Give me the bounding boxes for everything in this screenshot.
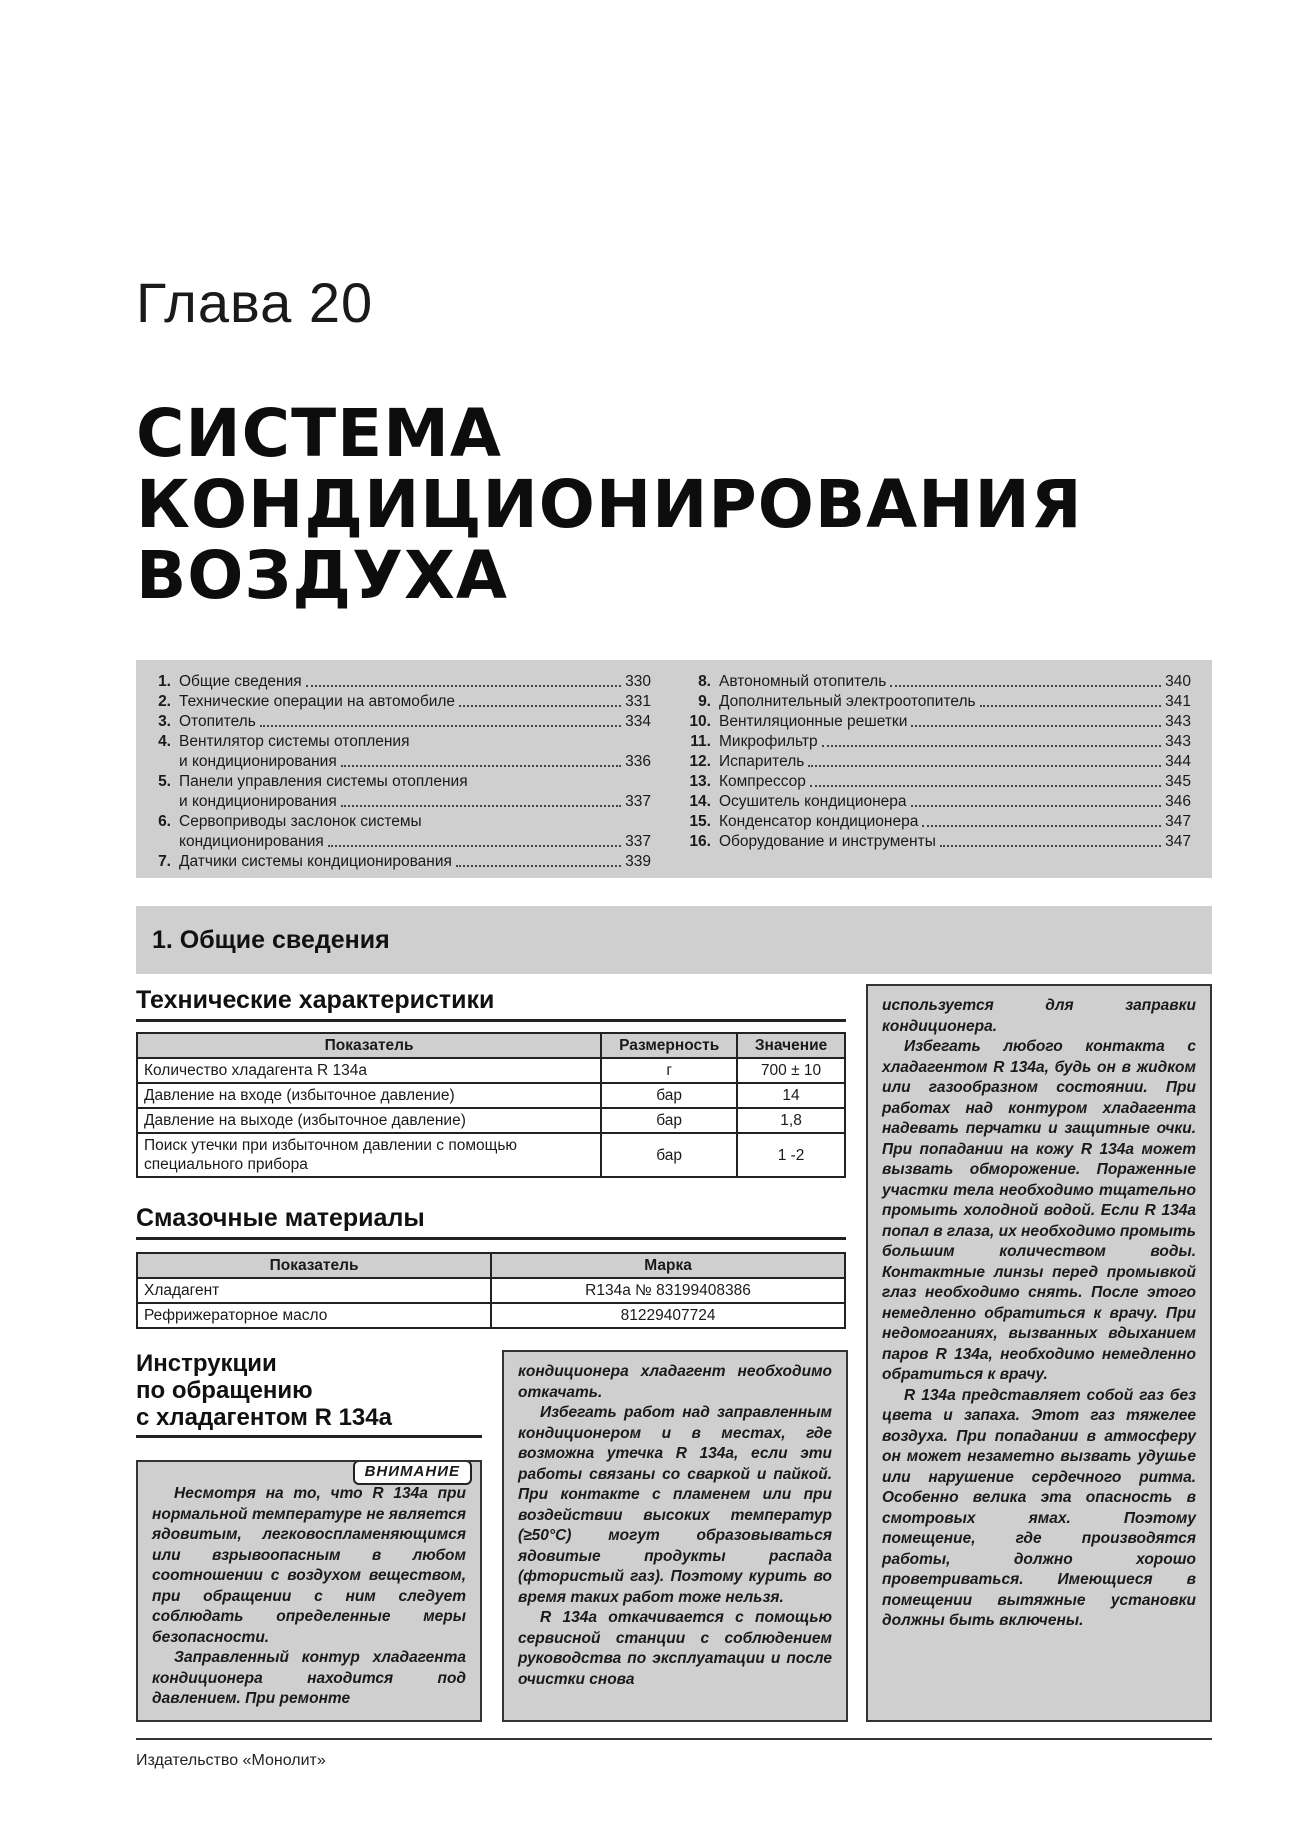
toc-item <box>686 752 1191 772</box>
toc-title: Оборудование и инструменты <box>719 833 936 850</box>
toc-title: Микрофильтр <box>719 733 818 750</box>
instructions-heading-line: по обращению <box>136 1377 313 1404</box>
toc-page: 340 <box>1165 673 1191 690</box>
warning-badge: ВНИМАНИЕ <box>353 1460 472 1485</box>
table-cell: 1 -2 <box>737 1133 845 1177</box>
table-row <box>137 1058 845 1083</box>
toc-title: Испаритель <box>719 753 805 770</box>
lubricants-header: Показатель <box>137 1253 491 1278</box>
toc-title: Дополнительный электроотопитель <box>719 693 976 710</box>
chapter-title-line: СИСТЕМА <box>136 395 502 472</box>
table-cell: г <box>601 1058 737 1083</box>
toc-item <box>146 712 651 732</box>
warning-paragraph: Заправленный контур хладагента кондиционера находится под давлением. При ремонте <box>152 1649 466 1707</box>
table-of-contents <box>136 660 1212 878</box>
instructions-paragraph: R 134a представляет собой газ без цвета и запаха. Этот газ тяжелее воздуха. При попадании в атмосферу он может незаметно вызвать удушье или нарушение сердечного ритма. Особенно велика эта опасность в смотровых ямах. Поэтому помещение, где производятся работы, должно хорошо проветриваться. Имеющиеся в помещении вытяжные установки должны быть включены. <box>882 1386 1196 1629</box>
toc-number: 6. <box>158 813 171 830</box>
toc-number: 3. <box>158 713 171 730</box>
specs-header: Значение <box>737 1033 845 1058</box>
section-header <box>136 906 1212 974</box>
lubricants-table <box>136 1252 846 1329</box>
toc-page: 343 <box>1165 733 1191 750</box>
warning-paragraph: Несмотря на то, что R 134a при нормальной температуре не является ядовитым, легковоспламеняющимся или взрывоопасным в любом соотношении с воздухом веществом, при обращении с ним следует соблюдать определенные меры безопасности. <box>152 1485 466 1646</box>
toc-title: Панели управления системы отопления <box>179 773 468 790</box>
lubricants-heading: Смазочные материалы <box>136 1204 846 1240</box>
table-cell: 1,8 <box>737 1108 845 1133</box>
toc-item <box>686 732 1191 752</box>
toc-page: 339 <box>625 853 651 870</box>
toc-number: 12. <box>689 753 711 770</box>
toc-title: Вентилятор системы отопления <box>179 733 410 750</box>
instructions-paragraph: Избегать работ над заправленным кондиционером и в местах, где возможна утечка R 134a, если эти работы связаны со сваркой и пайкой. При контакте с пламенем или при воздействии высоких температур (≥50°С) могут образовываться ядовитые продукты распада (фтористый газ). Поэтому курить во время таких работ тоже нельзя. <box>518 1404 832 1606</box>
toc-item <box>146 672 651 692</box>
instructions-column-2 <box>502 1350 848 1722</box>
table-cell: 700 ± 10 <box>737 1058 845 1083</box>
table-cell: Хладагент <box>137 1278 491 1303</box>
specs-header: Размерность <box>601 1033 737 1058</box>
toc-number: 13. <box>689 773 711 790</box>
toc-page: 344 <box>1165 753 1191 770</box>
toc-number: 16. <box>689 833 711 850</box>
toc-page: 347 <box>1165 833 1191 850</box>
chapter-title-line: КОНДИЦИОНИРОВАНИЯ <box>136 466 1083 543</box>
toc-item <box>146 812 651 852</box>
toc-number: 11. <box>690 733 711 750</box>
table-cell: 14 <box>737 1083 845 1108</box>
specs-heading: Технические характеристики <box>136 986 846 1022</box>
instructions-heading-line: Инструкции <box>136 1350 277 1377</box>
toc-item <box>146 692 651 712</box>
toc-number: 7. <box>158 853 171 870</box>
toc-title: Технические операции на автомобиле <box>179 693 456 710</box>
toc-title: Сервоприводы заслонок системы <box>179 813 422 830</box>
table-cell: 81229407724 <box>491 1303 845 1328</box>
toc-number: 9. <box>698 693 711 710</box>
toc-item <box>686 812 1191 832</box>
toc-item <box>686 692 1191 712</box>
publisher-footer: Издательство «Монолит» <box>136 1752 326 1769</box>
toc-number: 15. <box>689 813 711 830</box>
table-row <box>137 1108 845 1133</box>
toc-page: 337 <box>625 833 651 850</box>
toc-title: кондиционирования <box>179 833 324 850</box>
table-cell: Давление на выходе (избыточное давление) <box>137 1108 601 1133</box>
table-cell: бар <box>601 1083 737 1108</box>
chapter-title <box>136 395 1083 614</box>
toc-page: 336 <box>625 753 651 770</box>
toc-title: Конденсатор кондиционера <box>719 813 919 830</box>
toc-item <box>686 712 1191 732</box>
instructions-paragraph: R 134a откачивается с помощью сервисной станции с соблюдением руководства по эксплуатации и после очистки снова <box>518 1609 832 1688</box>
toc-title: и кондиционирования <box>179 793 337 810</box>
toc-item <box>146 772 651 812</box>
toc-number: 1. <box>158 673 171 690</box>
table-row <box>137 1083 845 1108</box>
table-row <box>137 1278 845 1303</box>
chapter-title-line: ВОЗДУХА <box>136 537 508 614</box>
chapter-label: Глава 20 <box>136 271 374 334</box>
toc-title: Осушитель кондиционера <box>719 793 907 810</box>
table-cell: Давление на входе (избыточное давление) <box>137 1083 601 1108</box>
toc-page: 343 <box>1165 713 1191 730</box>
toc-title: Вентиляционные решетки <box>719 713 908 730</box>
toc-page: 341 <box>1165 693 1191 710</box>
table-row <box>137 1133 845 1177</box>
instructions-heading <box>136 1350 482 1438</box>
toc-number: 4. <box>158 733 171 750</box>
toc-page: 331 <box>625 693 651 710</box>
toc-page: 330 <box>625 673 651 690</box>
toc-item <box>686 672 1191 692</box>
specs-header: Показатель <box>137 1033 601 1058</box>
instructions-heading-line: с хладагентом R 134a <box>136 1404 392 1431</box>
toc-item <box>146 732 651 772</box>
toc-item <box>146 852 651 872</box>
toc-title: Общие сведения <box>179 673 302 690</box>
table-cell: бар <box>601 1108 737 1133</box>
instructions-paragraph: используется для заправки кондиционера. <box>882 997 1196 1035</box>
table-cell: бар <box>601 1133 737 1177</box>
toc-number: 2. <box>158 693 171 710</box>
toc-number: 10. <box>689 713 711 730</box>
toc-title: Автономный отопитель <box>719 673 887 690</box>
toc-title: Компрессор <box>719 773 806 790</box>
specs-table <box>136 1032 846 1178</box>
toc-page: 346 <box>1165 793 1191 810</box>
toc-right-column <box>686 672 1191 852</box>
section-title: 1. Общие сведения <box>152 926 390 954</box>
toc-page: 345 <box>1165 773 1191 790</box>
toc-number: 5. <box>158 773 171 790</box>
toc-item <box>686 832 1191 852</box>
warning-box <box>136 1460 482 1722</box>
toc-left-column <box>146 672 651 872</box>
toc-item <box>686 772 1191 792</box>
instructions-paragraph: Избегать любого контакта с хладагентом R 134a, будь он в жидком или газообразном состоянии. При работах над контуром хладагента надевать перчатки и защитные очки. При попадании на кожу R 134a может вызвать обморожение. Пораженные участки тела необходимо тщательно промыть холодной водой. Если R 134a попал в глаза, их необходимо промыть большим количеством воды. Контактные линзы перед промывкой глаз необходимо снять. После этого немедленно обратиться к врачу. При недомоганиях, вызванных вдыханием паров R 134a, необходимо немедленно обратиться к врачу. <box>882 1038 1196 1383</box>
toc-title: и кондиционирования <box>179 753 337 770</box>
toc-page: 337 <box>625 793 651 810</box>
toc-title: Датчики системы кондиционирования <box>179 853 452 870</box>
toc-item <box>686 792 1191 812</box>
toc-page: 334 <box>625 713 651 730</box>
instructions-paragraph: кондиционера хладагент необходимо откачать. <box>518 1363 832 1401</box>
table-cell: Поиск утечки при избыточном давлении с помощью специального прибора <box>137 1133 601 1177</box>
table-row <box>137 1303 845 1328</box>
lubricants-header: Марка <box>491 1253 845 1278</box>
toc-number: 14. <box>689 793 711 810</box>
table-cell: Рефрижераторное масло <box>137 1303 491 1328</box>
toc-title: Отопитель <box>179 713 256 730</box>
toc-number: 8. <box>698 673 711 690</box>
table-cell: Количество хладагента R 134a <box>137 1058 601 1083</box>
instructions-column-3 <box>866 984 1212 1722</box>
toc-page: 347 <box>1165 813 1191 830</box>
table-cell: R134a № 83199408386 <box>491 1278 845 1303</box>
footer-divider <box>136 1738 1212 1740</box>
